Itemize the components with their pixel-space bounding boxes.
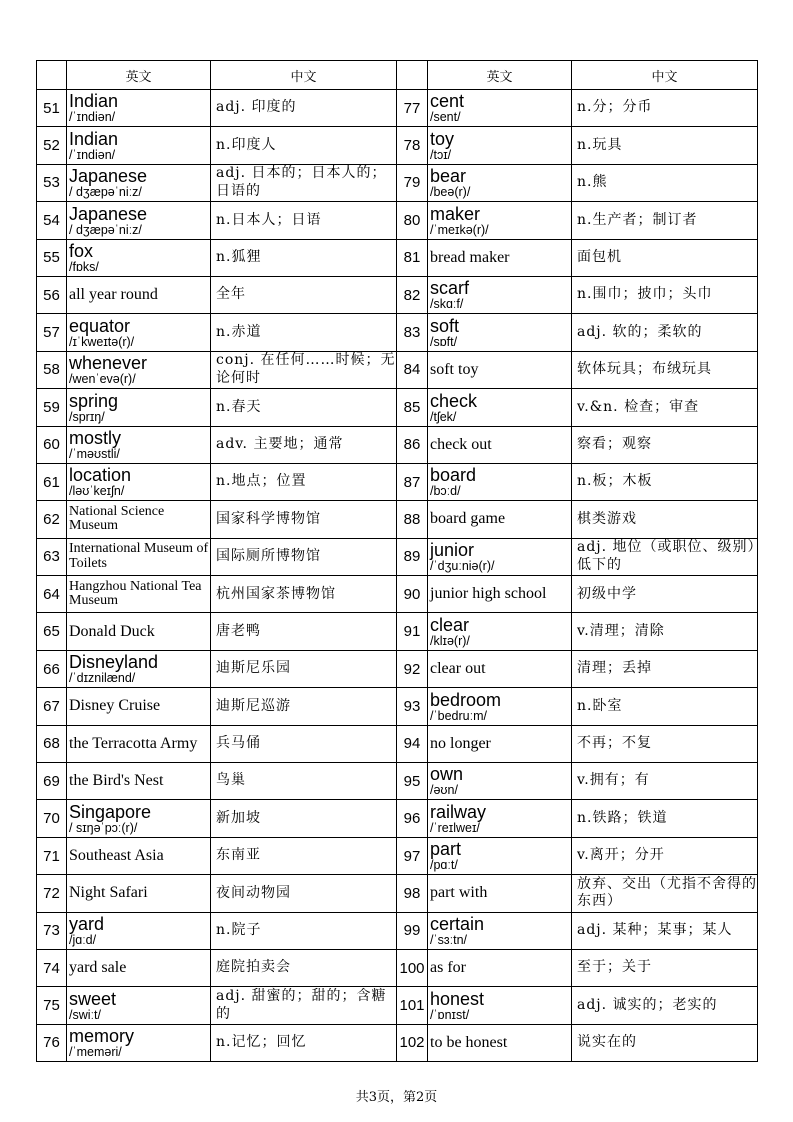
- entry-number: 76: [37, 1024, 67, 1061]
- entry-chinese: n.院子: [211, 912, 397, 949]
- entry-chinese: 国际厕所博物馆: [211, 538, 397, 575]
- entry-chinese: 放弃、交出（尤指不舍得的东西）: [572, 875, 758, 912]
- header-chinese-left: 中文: [211, 61, 397, 90]
- entry-english: [67, 763, 211, 800]
- entry-phrase: yard sale: [69, 959, 127, 977]
- table-row: [37, 688, 758, 725]
- entry-english: [428, 389, 572, 426]
- entry-chinese: n.围巾；披巾；头巾: [572, 276, 758, 313]
- entry-phrase: no longer: [430, 734, 491, 752]
- entry-chinese: 至于；关于: [572, 949, 758, 986]
- entry-english: [67, 463, 211, 500]
- entry-english: [67, 276, 211, 313]
- entry-phonetic: /ˈməʊstli/: [69, 446, 120, 461]
- entry-word: Japanese: [69, 166, 148, 187]
- entry-number: 90: [397, 576, 428, 613]
- entry-word: Singapore: [69, 801, 152, 822]
- entry-number: 79: [397, 164, 428, 201]
- entry-word: scarf: [430, 278, 470, 299]
- entry-english: [428, 987, 572, 1024]
- entry-english: [428, 426, 572, 463]
- entry-word: Japanese: [69, 203, 148, 224]
- vocabulary-table: [36, 60, 758, 1062]
- entry-phonetic: /ˈreɪlweɪ/: [430, 820, 480, 835]
- entry-number: 75: [37, 987, 67, 1024]
- table-row: [37, 314, 758, 351]
- entry-phrase: Donald Duck: [69, 622, 155, 640]
- entry-phonetic: /tʃek/: [430, 409, 457, 424]
- entry-number: 92: [397, 650, 428, 687]
- entry-english: [67, 875, 211, 912]
- table-row: [37, 987, 758, 1024]
- entry-phonetic: /ˈdɪznilænd/: [69, 671, 136, 686]
- entry-english: [428, 949, 572, 986]
- entry-chinese: n.地点；位置: [211, 463, 397, 500]
- entry-number: 98: [397, 875, 428, 912]
- entry-chinese: 面包机: [572, 239, 758, 276]
- header-english-right: 英文: [428, 61, 572, 90]
- entry-word: equator: [69, 315, 131, 336]
- entry-word: spring: [69, 390, 119, 411]
- entry-english: [67, 650, 211, 687]
- entry-english: [428, 875, 572, 912]
- entry-chinese: adj. 诚实的；老实的: [572, 987, 758, 1024]
- entry-chinese: n.分；分币: [572, 90, 758, 127]
- entry-chinese: 全年: [211, 276, 397, 313]
- entry-phrase: all year round: [69, 286, 158, 304]
- entry-chinese: v.清理；清除: [572, 613, 758, 650]
- entry-number: 83: [397, 314, 428, 351]
- entry-phrase: soft toy: [430, 360, 479, 378]
- entry-english: [67, 725, 211, 762]
- entry-chinese: n.狐狸: [211, 239, 397, 276]
- entry-chinese: 杭州国家茶博物馆: [211, 576, 397, 613]
- table-row: [37, 837, 758, 874]
- header-english-left: 英文: [67, 61, 211, 90]
- entry-phonetic: / sɪŋəˈpɔː(r)/: [69, 820, 138, 835]
- entry-chinese: adj. 地位（或职位、级别）低下的: [572, 538, 758, 575]
- entry-english: [67, 314, 211, 351]
- entry-phrase: to be honest: [430, 1033, 508, 1051]
- entry-phrase: board game: [430, 510, 506, 528]
- entry-phonetic: /fɒks/: [69, 260, 99, 274]
- entry-number: 52: [37, 127, 67, 164]
- entry-word: honest: [430, 988, 485, 1009]
- entry-chinese: v.离开；分开: [572, 837, 758, 874]
- table-row: [37, 501, 758, 538]
- entry-phonetic: / dʒæpəˈniːz/: [69, 222, 142, 237]
- entry-english: [428, 90, 572, 127]
- entry-word: certain: [430, 914, 485, 935]
- entry-chinese: 唐老鸭: [211, 613, 397, 650]
- entry-number: 81: [397, 239, 428, 276]
- entry-english: [428, 127, 572, 164]
- table-row: [37, 949, 758, 986]
- table-row: [37, 800, 758, 837]
- entry-english: [67, 426, 211, 463]
- entry-word: Disneyland: [69, 652, 159, 673]
- entry-word: part: [430, 839, 462, 860]
- entry-number: 80: [397, 202, 428, 239]
- entry-word: Indian: [69, 91, 119, 112]
- entry-number: 57: [37, 314, 67, 351]
- entry-english: [428, 1024, 572, 1061]
- entry-english: [67, 613, 211, 650]
- header-num-right: [397, 61, 428, 90]
- entry-english: [67, 389, 211, 426]
- entry-english: [67, 987, 211, 1024]
- entry-english: [67, 351, 211, 388]
- entry-english: [67, 1024, 211, 1061]
- entry-chinese: n.记忆；回忆: [211, 1024, 397, 1061]
- entry-chinese: 东南亚: [211, 837, 397, 874]
- table-row: [37, 912, 758, 949]
- entry-phonetic: /sɒft/: [430, 334, 458, 349]
- entry-word: whenever: [69, 353, 148, 374]
- entry-number: 97: [397, 837, 428, 874]
- entry-word: junior: [430, 540, 475, 561]
- entry-number: 51: [37, 90, 67, 127]
- entry-english: [67, 688, 211, 725]
- entry-chinese: 迪斯尼乐园: [211, 650, 397, 687]
- entry-chinese: n.卧室: [572, 688, 758, 725]
- entry-word: fox: [69, 241, 94, 261]
- entry-chinese: adj. 甜蜜的；甜的；含糖的: [211, 987, 397, 1024]
- table-header-row: [37, 61, 758, 90]
- entry-english: [67, 90, 211, 127]
- entry-english: [428, 576, 572, 613]
- entry-english: [67, 164, 211, 201]
- entry-phonetic: /ˈsɜːtn/: [430, 933, 467, 948]
- table-row: [37, 239, 758, 276]
- entry-phonetic: / dʒæpəˈniːz/: [69, 185, 142, 200]
- entry-word: mostly: [69, 427, 122, 448]
- table-row: [37, 127, 758, 164]
- entry-chinese: 清理；丢掉: [572, 650, 758, 687]
- entry-phonetic: /ˈɪndiən/: [69, 147, 116, 162]
- entry-phrase: Night Safari: [69, 884, 148, 902]
- entry-word: own: [430, 764, 464, 785]
- entry-chinese: n.春天: [211, 389, 397, 426]
- entry-english: [67, 576, 211, 613]
- entry-phonetic: /beə(r)/: [430, 185, 471, 200]
- entry-number: 65: [37, 613, 67, 650]
- entry-chinese: 迪斯尼巡游: [211, 688, 397, 725]
- entry-phonetic: /əʊn/: [430, 783, 458, 798]
- entry-phrase: International Museum of Toilets: [69, 541, 209, 571]
- entry-word: board: [430, 465, 477, 486]
- entry-chinese: 夜间动物园: [211, 875, 397, 912]
- entry-chinese: n.铁路；铁道: [572, 800, 758, 837]
- entry-chinese: 鸟巢: [211, 763, 397, 800]
- entry-chinese: adj. 印度的: [211, 90, 397, 127]
- entry-number: 66: [37, 650, 67, 687]
- entry-number: 60: [37, 426, 67, 463]
- entry-english: [67, 538, 211, 575]
- entry-word: bear: [430, 166, 467, 187]
- table-row: [37, 725, 758, 762]
- entry-number: 55: [37, 239, 67, 276]
- entry-word: railway: [430, 801, 487, 822]
- entry-chinese: 棋类游戏: [572, 501, 758, 538]
- entry-chinese: conj. 在任何……时候；无论何时: [211, 351, 397, 388]
- entry-word: toy: [430, 128, 455, 149]
- table-row: [37, 202, 758, 239]
- entry-english: [67, 127, 211, 164]
- entry-number: 68: [37, 725, 67, 762]
- entry-chinese: 兵马俑: [211, 725, 397, 762]
- entry-word: Indian: [69, 128, 119, 149]
- entry-number: 100: [397, 949, 428, 986]
- entry-word: memory: [69, 1026, 135, 1047]
- entry-phonetic: /skɑːf/: [430, 297, 464, 312]
- entry-number: 89: [397, 538, 428, 575]
- entry-english: [428, 763, 572, 800]
- entry-chinese: n.赤道: [211, 314, 397, 351]
- entry-word: check: [430, 390, 478, 411]
- entry-number: 88: [397, 501, 428, 538]
- entry-chinese: 不再；不复: [572, 725, 758, 762]
- entry-number: 53: [37, 164, 67, 201]
- entry-english: [428, 837, 572, 874]
- entry-phrase: Southeast Asia: [69, 847, 164, 864]
- entry-phrase: junior high school: [430, 585, 547, 603]
- table-row: [37, 90, 758, 127]
- table-row: [37, 538, 758, 575]
- table-row: [37, 576, 758, 613]
- entry-chinese: adv. 主要地；通常: [211, 426, 397, 463]
- entry-number: 74: [37, 949, 67, 986]
- entry-phrase: National Science Museum: [69, 503, 165, 534]
- entry-number: 84: [397, 351, 428, 388]
- entry-phrase: check out: [430, 435, 492, 453]
- entry-chinese: adj. 日本的；日本人的；日语的: [211, 164, 397, 201]
- entry-phonetic: /klɪə(r)/: [430, 633, 470, 648]
- entry-english: [428, 800, 572, 837]
- entry-number: 54: [37, 202, 67, 239]
- entry-chinese: 新加坡: [211, 800, 397, 837]
- entry-english: [428, 164, 572, 201]
- entry-number: 69: [37, 763, 67, 800]
- entry-english: [67, 800, 211, 837]
- entry-number: 71: [37, 837, 67, 874]
- entry-chinese: 庭院拍卖会: [211, 949, 397, 986]
- entry-english: [428, 613, 572, 650]
- table-row: [37, 276, 758, 313]
- entry-english: [67, 912, 211, 949]
- entry-number: 96: [397, 800, 428, 837]
- entry-phonetic: /ˈɪndiən/: [69, 110, 116, 125]
- entry-phonetic: /ɪˈkweɪtə(r)/: [69, 334, 135, 349]
- entry-phonetic: /ˈbedruːm/: [430, 708, 487, 723]
- entry-chinese: n.印度人: [211, 127, 397, 164]
- page-footer: 共3页，第2页: [355, 1090, 438, 1105]
- entry-chinese: 初级中学: [572, 576, 758, 613]
- entry-word: cent: [430, 91, 465, 112]
- entry-number: 82: [397, 276, 428, 313]
- entry-english: [428, 650, 572, 687]
- entry-word: location: [69, 465, 132, 486]
- entry-chinese: 国家科学博物馆: [211, 501, 397, 538]
- entry-phonetic: /sent/: [430, 110, 461, 125]
- entry-word: maker: [430, 203, 481, 224]
- entry-number: 67: [37, 688, 67, 725]
- entry-number: 91: [397, 613, 428, 650]
- entry-english: [67, 202, 211, 239]
- entry-word: yard: [69, 914, 105, 935]
- entry-chinese: n.板；木板: [572, 463, 758, 500]
- entry-phonetic: /sprɪŋ/: [69, 409, 105, 424]
- entry-number: 87: [397, 463, 428, 500]
- entry-phonetic: /ˈɒnɪst/: [430, 1007, 470, 1022]
- entry-number: 64: [37, 576, 67, 613]
- entry-phonetic: /bɔːd/: [430, 484, 461, 499]
- entry-phonetic: /pɑːt/: [430, 858, 458, 873]
- entry-number: 62: [37, 501, 67, 538]
- entry-phonetic: /ˈmeɪkə(r)/: [430, 222, 489, 237]
- entry-english: [428, 314, 572, 351]
- entry-phrase: clear out: [430, 660, 486, 678]
- entry-english: [428, 912, 572, 949]
- entry-english: [428, 202, 572, 239]
- table-row: [37, 426, 758, 463]
- entry-phonetic: /jɑːd/: [69, 933, 97, 948]
- entry-number: 78: [397, 127, 428, 164]
- table-row: [37, 650, 758, 687]
- table-row: [37, 875, 758, 912]
- entry-number: 99: [397, 912, 428, 949]
- entry-number: 86: [397, 426, 428, 463]
- entry-phrase: as for: [430, 959, 466, 977]
- entry-english: [428, 538, 572, 575]
- entry-number: 72: [37, 875, 67, 912]
- table-row: [37, 351, 758, 388]
- entry-english: [428, 463, 572, 500]
- entry-phrase: part with: [430, 884, 488, 902]
- entry-number: 63: [37, 538, 67, 575]
- entry-phonetic: /ləʊˈkeɪʃn/: [69, 484, 125, 499]
- entry-phonetic: /tɔɪ/: [430, 147, 452, 162]
- entry-phrase: Hangzhou National Tea Museum: [69, 578, 202, 609]
- header-chinese-right: 中文: [572, 61, 758, 90]
- entry-chinese: adj. 软的；柔软的: [572, 314, 758, 351]
- entry-english: [428, 725, 572, 762]
- entry-number: 93: [397, 688, 428, 725]
- entry-number: 58: [37, 351, 67, 388]
- table-row: [37, 763, 758, 800]
- entry-chinese: 软体玩具；布绒玩具: [572, 351, 758, 388]
- entry-phrase: the Terracotta Army: [69, 734, 198, 752]
- entry-english: [428, 351, 572, 388]
- entry-chinese: n.日本人；日语: [211, 202, 397, 239]
- vocabulary-table-body: [37, 90, 758, 1062]
- entry-english: [428, 501, 572, 538]
- table-row: [37, 1024, 758, 1061]
- table-row: [37, 463, 758, 500]
- entry-number: 85: [397, 389, 428, 426]
- entry-number: 95: [397, 763, 428, 800]
- entry-number: 102: [397, 1024, 428, 1061]
- entry-word: sweet: [69, 988, 117, 1009]
- entry-word: clear: [430, 614, 470, 635]
- entry-chinese: adj. 某种；某事；某人: [572, 912, 758, 949]
- entry-phonetic: /ˈdʒuːniə(r)/: [430, 559, 495, 574]
- entry-chinese: v.&n. 检查；审查: [572, 389, 758, 426]
- entry-chinese: n.生产者；制订者: [572, 202, 758, 239]
- entry-number: 61: [37, 463, 67, 500]
- entry-english: [67, 837, 211, 874]
- entry-number: 59: [37, 389, 67, 426]
- entry-chinese: 察看；观察: [572, 426, 758, 463]
- entry-phonetic: /ˈmeməri/: [69, 1045, 122, 1060]
- entry-chinese: v.拥有；有: [572, 763, 758, 800]
- entry-word: bedroom: [430, 689, 502, 710]
- entry-english: [428, 239, 572, 276]
- entry-phonetic: /swiːt/: [69, 1007, 101, 1022]
- entry-phonetic: /wenˈevə(r)/: [69, 372, 136, 387]
- entry-word: soft: [430, 315, 460, 336]
- entry-number: 73: [37, 912, 67, 949]
- header-num-left: [37, 61, 67, 90]
- entry-number: 70: [37, 800, 67, 837]
- entry-phrase: the Bird's Nest: [69, 772, 164, 790]
- entry-chinese: n.玩具: [572, 127, 758, 164]
- entry-english: [428, 276, 572, 313]
- entry-number: 56: [37, 276, 67, 313]
- entry-number: 101: [397, 987, 428, 1024]
- entry-english: [67, 501, 211, 538]
- entry-phrase: Disney Cruise: [69, 697, 161, 715]
- entry-chinese: 说实在的: [572, 1024, 758, 1061]
- table-row: [37, 389, 758, 426]
- entry-english: [67, 239, 211, 276]
- table-row: [37, 164, 758, 201]
- entry-english: [428, 688, 572, 725]
- entry-phrase: bread maker: [430, 248, 510, 266]
- entry-english: [67, 949, 211, 986]
- table-row: [37, 613, 758, 650]
- entry-number: 77: [397, 90, 428, 127]
- entry-chinese: n.熊: [572, 164, 758, 201]
- entry-number: 94: [397, 725, 428, 762]
